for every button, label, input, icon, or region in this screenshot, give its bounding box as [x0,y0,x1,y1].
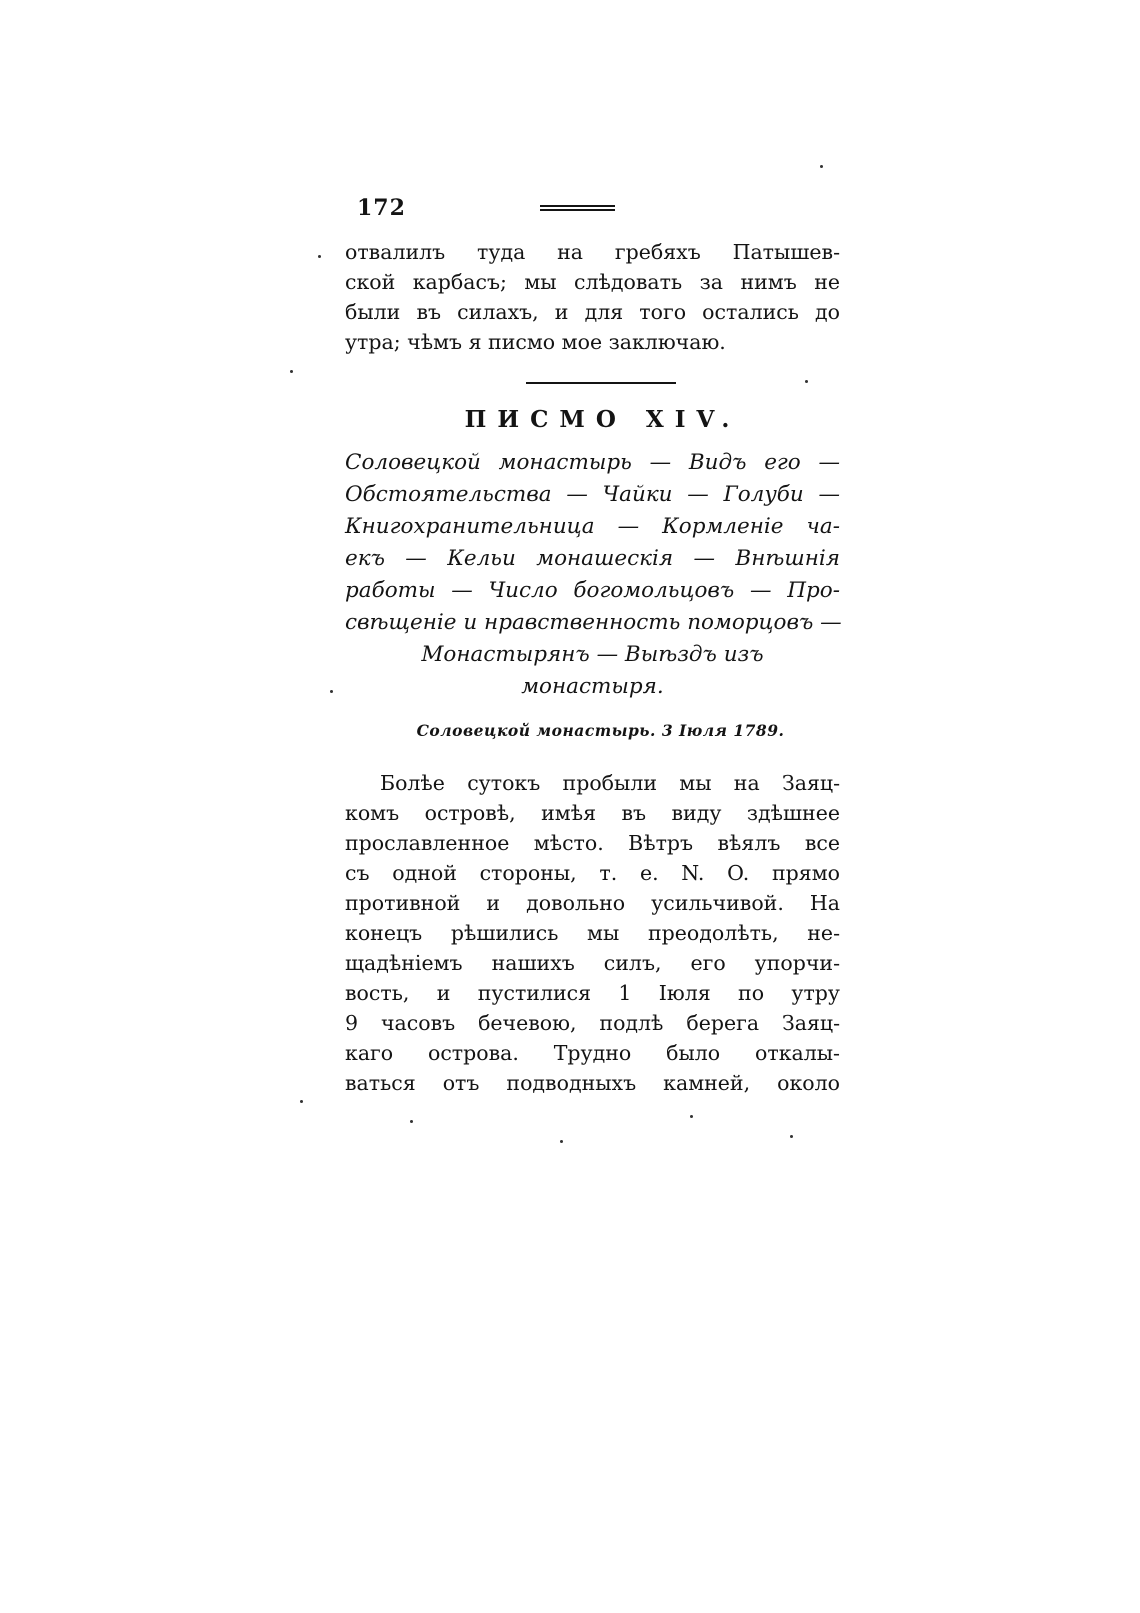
text-line: 9 часовъ бечевою, подлѣ берега Заяц- [345,1011,840,1035]
summary-line: Монастырянъ — Выѣздъ изъ [421,642,764,667]
text-line: щадѣніемъ нашихъ силъ, его упорчи- [345,951,840,975]
section-divider [526,382,676,384]
text-line: утра; чѣмъ я писмо мое заключаю. [345,330,726,354]
intro-paragraph [345,237,840,357]
text-line: каго острова. Трудно было откалы- [345,1041,840,1065]
scan-speck [300,1100,303,1103]
text-line: были въ силахъ, и для того остались до [345,300,840,324]
scan-speck [410,1120,413,1123]
text-line: прославленное мѣсто. Вѣтръ вѣялъ все [345,831,840,855]
summary-line: работы — Число богомольцовъ — Про- [345,578,840,603]
summary-line: Обстоятельства — Чайки — Голуби — [345,482,840,507]
scan-speck [790,1135,793,1138]
letter-summary [345,447,840,703]
scan-speck [290,370,293,373]
scan-speck [690,1115,693,1118]
text-line: Болѣе сутокъ пробыли мы на Заяц- [380,771,840,795]
text-line: вость, и пустилися 1 Іюля по утру [345,981,840,1005]
summary-line: Соловецкой монастырь — Видъ его — [345,450,840,475]
text-line: противной и довольно усильчивой. На [345,891,840,915]
text-line: ской карбасъ; мы слѣдовать за нимъ не [345,270,840,294]
summary-line: екъ — Кельи монашескія — Внѣшнія [345,546,840,571]
summary-line: Книгохранительница — Кормленіе ча- [345,514,840,539]
scan-speck [560,1140,563,1143]
book-page [345,195,840,1098]
scan-speck [318,255,321,258]
header-ornament [540,205,615,214]
main-paragraph [345,768,840,1098]
page-number: 172 [357,195,406,221]
text-line: ваться отъ подводныхъ камней, около [345,1071,840,1095]
text-line: конецъ рѣшились мы преодолѣть, не- [345,921,840,945]
text-line: съ одной стороны, т. е. N. O. прямо [345,861,840,885]
letter-title: ПИСМО XIV. [464,406,741,433]
summary-line: монастыря. [521,674,664,699]
dateline: Соловецкой монастырь. 3 Іюля 1789. [416,721,785,740]
scan-speck [805,380,808,383]
scan-speck [820,165,823,168]
text-line: отвалилъ туда на гребяхъ Патышев- [345,240,840,264]
page-header [345,195,840,227]
text-line: комъ островѣ, имѣя въ виду здѣшнее [345,801,840,825]
summary-line: свѣщеніе и нравственность поморцовъ — [345,610,842,635]
scan-speck [330,690,333,693]
